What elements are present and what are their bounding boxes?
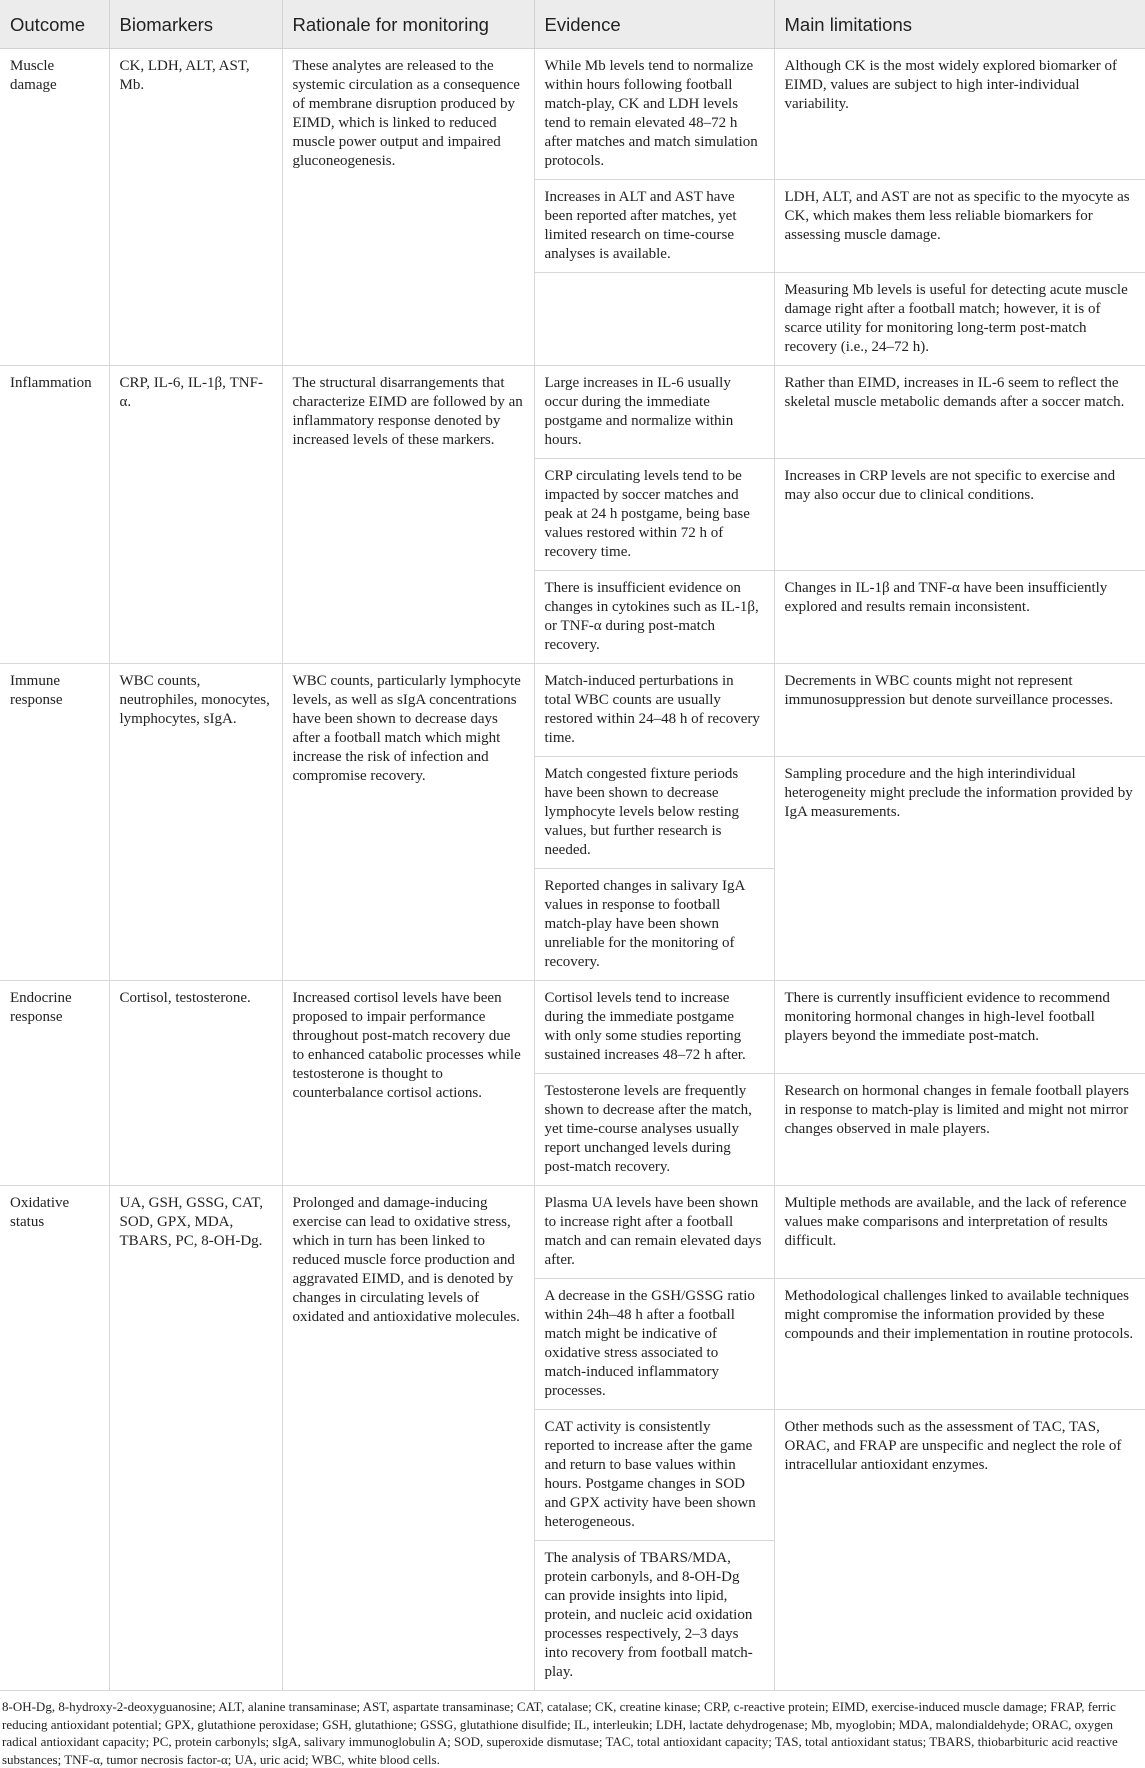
biomarkers-cell: CRP, IL-6, IL-1β, TNF-α. <box>109 366 282 664</box>
header-rationale: Rationale for monitoring <box>282 0 534 49</box>
rationale-cell: The structural disarrangements that characterize EIMD are followed by an inflammatory response denoted by increased levels of these markers. <box>282 366 534 664</box>
table-row <box>0 1186 1145 1279</box>
evidence-cell: There is insufficient evidence on changes in cytokines such as IL-1β, or TNF-α during post-match recovery. <box>534 571 774 664</box>
limitation-cell: Sampling procedure and the high interindividual heterogeneity might preclude the information provided by IgA measurements. <box>774 757 1145 981</box>
evidence-cell: Reported changes in salivary IgA values in response to football match-play have been shown unreliable for the monitoring of recovery. <box>534 869 774 981</box>
biomarkers-cell: CK, LDH, ALT, AST, Mb. <box>109 49 282 366</box>
limitation-cell: Decrements in WBC counts might not represent immunosuppression but denote surveillance processes. <box>774 664 1145 757</box>
limitation-cell: LDH, ALT, and AST are not as specific to the myocyte as CK, which makes them less reliable biomarkers for assessing muscle damage. <box>774 180 1145 273</box>
evidence-cell: A decrease in the GSH/GSSG ratio within 24h–48 h after a football match might be indicative of oxidative stress associated to match-induced inflammatory processes. <box>534 1279 774 1410</box>
evidence-cell: CRP circulating levels tend to be impacted by soccer matches and peak at 24 h postgame, being base values restored within 72 h of recovery time. <box>534 459 774 571</box>
limitation-cell: Research on hormonal changes in female football players in response to match-play is limited and might not mirror changes observed in male players. <box>774 1074 1145 1186</box>
rationale-cell: WBC counts, particularly lymphocyte levels, as well as sIgA concentrations have been shown to decrease days after a football match which might increase the risk of infection and compromise recovery. <box>282 664 534 981</box>
biomarkers-cell: UA, GSH, GSSG, CAT, SOD, GPX, MDA, TBARS, PC, 8-OH-Dg. <box>109 1186 282 1691</box>
evidence-cell: Plasma UA levels have been shown to increase right after a football match and can remain elevated days after. <box>534 1186 774 1279</box>
limitation-cell: Other methods such as the assessment of TAC, TAS, ORAC, and FRAP are unspecific and neglect the role of intracellular antioxidant enzymes. <box>774 1410 1145 1691</box>
limitation-cell: Multiple methods are available, and the lack of reference values make comparisons and interpretation of results difficult. <box>774 1186 1145 1279</box>
evidence-cell: CAT activity is consistently reported to increase after the game and return to base values within hours. Postgame changes in SOD and GPX activity have been shown heterogeneous. <box>534 1410 774 1541</box>
header-limitations: Main limitations <box>774 0 1145 49</box>
table-row <box>0 366 1145 459</box>
evidence-cell: Cortisol levels tend to increase during the immediate postgame with only some studies reporting sustained increases 48–72 h after. <box>534 981 774 1074</box>
table-row <box>0 49 1145 180</box>
evidence-cell: Match-induced perturbations in total WBC counts are usually restored within 24–48 h of recovery time. <box>534 664 774 757</box>
biomarkers-cell: Cortisol, testosterone. <box>109 981 282 1186</box>
rationale-cell: These analytes are released to the systemic circulation as a consequence of membrane disruption produced by EIMD, which is linked to reduced muscle power output and impaired gluconeogenesis. <box>282 49 534 366</box>
table-row <box>0 664 1145 757</box>
limitation-cell: Although CK is the most widely explored biomarker of EIMD, values are subject to high inter-individual variability. <box>774 49 1145 180</box>
rationale-cell: Increased cortisol levels have been proposed to impair performance throughout post-match recovery due to enhanced catabolic processes while testosterone is thought to counterbalance cortisol actions. <box>282 981 534 1186</box>
outcome-cell: Inflammation <box>0 366 109 664</box>
limitation-cell: Measuring Mb levels is useful for detecting acute muscle damage right after a football match; however, it is of scarce utility for monitoring long-term post-match recovery (i.e., 24–72 h). <box>774 273 1145 366</box>
table-footnote: 8-OH-Dg, 8-hydroxy-2-deoxyguanosine; ALT, alanine transaminase; AST, aspartate transaminase; CAT, catalase; CK, creatine kinase; CRP, c-reactive protein; EIMD, exercise-induced muscle damage; FRAP, ferric reducing antioxidant potential; GPX, glutathione peroxidase; GSH, glutathione; GSSG, glutathione disulfide; IL, interleukin; LDH, lactate dehydrogenase; Mb, myoglobin; MDA, malondialdehyde; ORAC, oxygen radical antioxidant capacity; PC, protein carbonyls; sIgA, salivary immunoglobulin A; SOD, superoxide dismutase; TAC, total antioxidant capacity; TAS, total antioxidant status; TBARS, thiobarbituric acid reactive substances; TNF-α, tumor necrosis factor-α; UA, uric acid; WBC, white blood cells. <box>2 1699 1118 1767</box>
outcome-cell: Immune response <box>0 664 109 981</box>
evidence-cell: The analysis of TBARS/MDA, protein carbonyls, and 8-OH-Dg can provide insights into lipid, protein, and nucleic acid oxidation processes respectively, 2–3 days into recovery from football match-play. <box>534 1541 774 1691</box>
limitation-cell: Changes in IL-1β and TNF-α have been insufficiently explored and results remain inconsistent. <box>774 571 1145 664</box>
evidence-cell: While Mb levels tend to normalize within hours following football match-play, CK and LDH levels tend to remain elevated 48–72 h after matches and match simulation protocols. <box>534 49 774 180</box>
biomarkers-cell: WBC counts, neutrophiles, monocytes, lymphocytes, sIgA. <box>109 664 282 981</box>
evidence-cell: Large increases in IL-6 usually occur during the immediate postgame and normalize within hours. <box>534 366 774 459</box>
evidence-cell <box>534 273 774 366</box>
limitation-cell: Methodological challenges linked to available techniques might compromise the information provided by these compounds and their implementation in routine protocols. <box>774 1279 1145 1410</box>
evidence-cell: Increases in ALT and AST have been reported after matches, yet limited research on time-course analyses is available. <box>534 180 774 273</box>
outcome-cell: Endocrine response <box>0 981 109 1186</box>
header-biomarkers: Biomarkers <box>109 0 282 49</box>
outcome-cell: Oxidative status <box>0 1186 109 1691</box>
limitation-cell: There is currently insufficient evidence to recommend monitoring hormonal changes in high-level football players beyond the immediate post-match. <box>774 981 1145 1074</box>
evidence-cell: Match congested fixture periods have been shown to decrease lymphocyte levels below resting values, but further research is needed. <box>534 757 774 869</box>
limitation-cell: Increases in CRP levels are not specific to exercise and may also occur due to clinical conditions. <box>774 459 1145 571</box>
header-outcome: Outcome <box>0 0 109 49</box>
header-evidence: Evidence <box>534 0 774 49</box>
evidence-cell: Testosterone levels are frequently shown to decrease after the match, yet time-course analyses usually report unchanged levels during post-match recovery. <box>534 1074 774 1186</box>
table-row <box>0 981 1145 1074</box>
limitation-cell: Rather than EIMD, increases in IL-6 seem to reflect the skeletal muscle metabolic demands after a soccer match. <box>774 366 1145 459</box>
rationale-cell: Prolonged and damage-inducing exercise can lead to oxidative stress, which in turn has been linked to reduced muscle force production and aggravated EIMD, and is denoted by changes in circulating levels of oxidated and antioxidative molecules. <box>282 1186 534 1691</box>
header-row <box>0 0 1145 49</box>
outcome-cell: Muscle damage <box>0 49 109 366</box>
